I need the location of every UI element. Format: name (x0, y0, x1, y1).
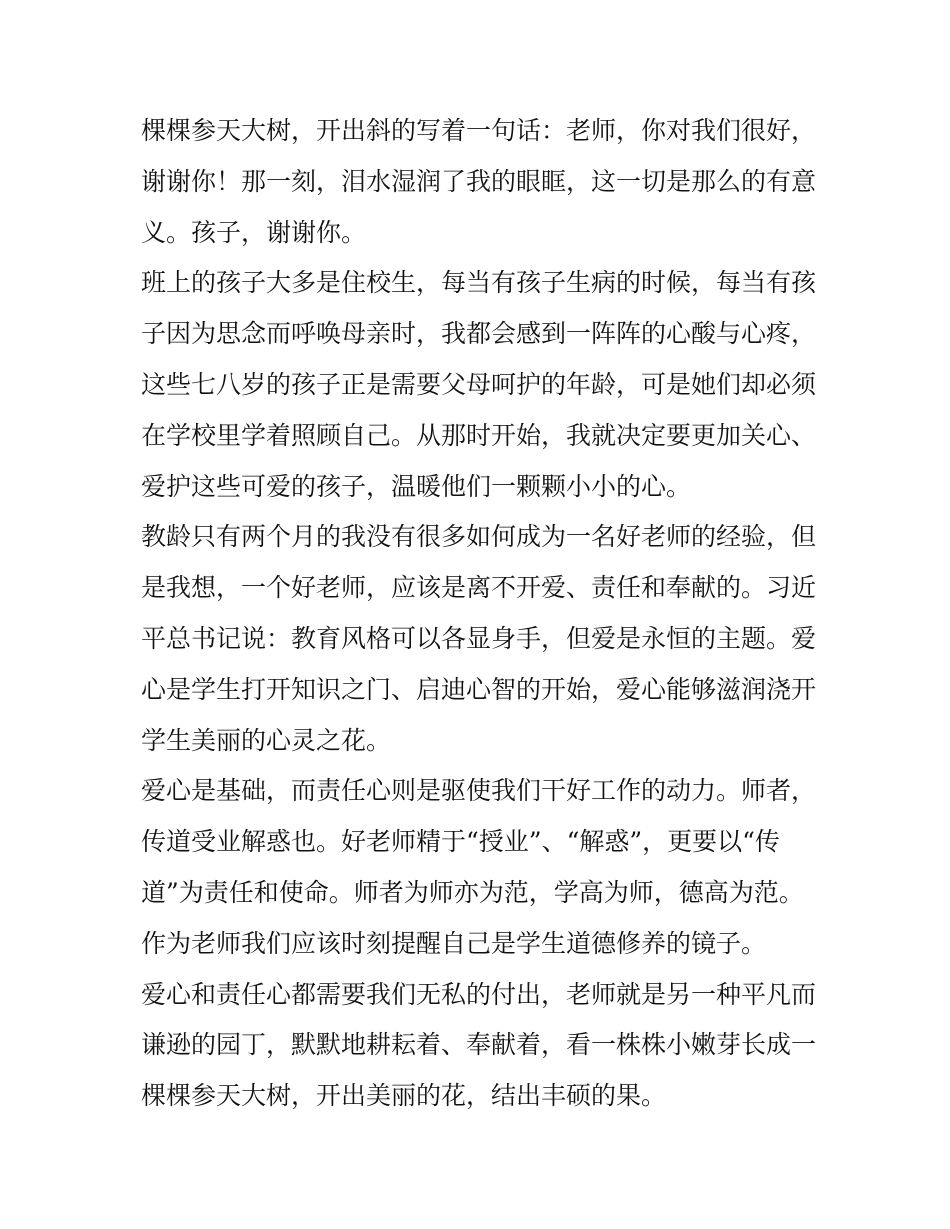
text-line: 在学校里学着照顾自己。从那时开始，我就决定要更加关心、 (141, 420, 817, 450)
text-line: 爱护这些可爱的孩子，温暖他们一颗颗小小的心。 (141, 471, 692, 501)
text-line: 道”为责任和使命。师者为师亦为范，学高为师，德高为范。 (141, 877, 804, 907)
text-line: 棵棵参天大树，开出斜的写着一句话：老师，你对我们很好， (141, 116, 817, 145)
text-line: 心是学生打开知识之门、启迪心智的开始，爱心能够滋润浇开 (141, 674, 817, 704)
body-text (141, 106, 821, 1122)
text-line: 学生美丽的心灵之花。 (141, 725, 392, 755)
text-line: 是我想，一个好老师，应该是离不开爱、责任和奉献的。习近 (141, 573, 817, 603)
text-line: 棵棵参天大树，开出美丽的花，结出丰硕的果。 (141, 1081, 667, 1111)
text-line: 谦逊的园丁，默默地耕耘着、奉献着，看一株株小嫩芽长成一 (141, 1030, 817, 1060)
text-line: 传道受业解惑也。好老师精于“授业”、“解惑”，更要以“传 (141, 827, 780, 857)
text-line: 教龄只有两个月的我没有很多如何成为一名好老师的经验，但 (141, 522, 817, 552)
text-line: 爱心是基础，而责任心则是驱使我们干好工作的动力。师者， (141, 776, 817, 806)
text-line: 班上的孩子大多是住校生，每当有孩子生病的时候，每当有孩 (141, 268, 817, 298)
text-line: 平总书记说：教育风格可以各显身手，但爱是永恒的主题。爱 (141, 623, 817, 653)
text-line: 谢谢你！那一刻，泪水湿润了我的眼眶，这一切是那么的有意 (141, 166, 817, 196)
text-line: 这些七八岁的孩子正是需要父母呵护的年龄，可是她们却必须 (141, 369, 817, 399)
text-line: 义。孩子，谢谢你。 (141, 217, 367, 247)
text-line: 子因为思念而呼唤母亲时，我都会感到一阵阵的心酸与心疼， (141, 319, 817, 349)
text-line: 作为老师我们应该时刻提醒自己是学生道德修养的镜子。 (141, 928, 767, 958)
text-line: 爱心和责任心都需要我们无私的付出，老师就是另一种平凡而 (141, 979, 817, 1009)
